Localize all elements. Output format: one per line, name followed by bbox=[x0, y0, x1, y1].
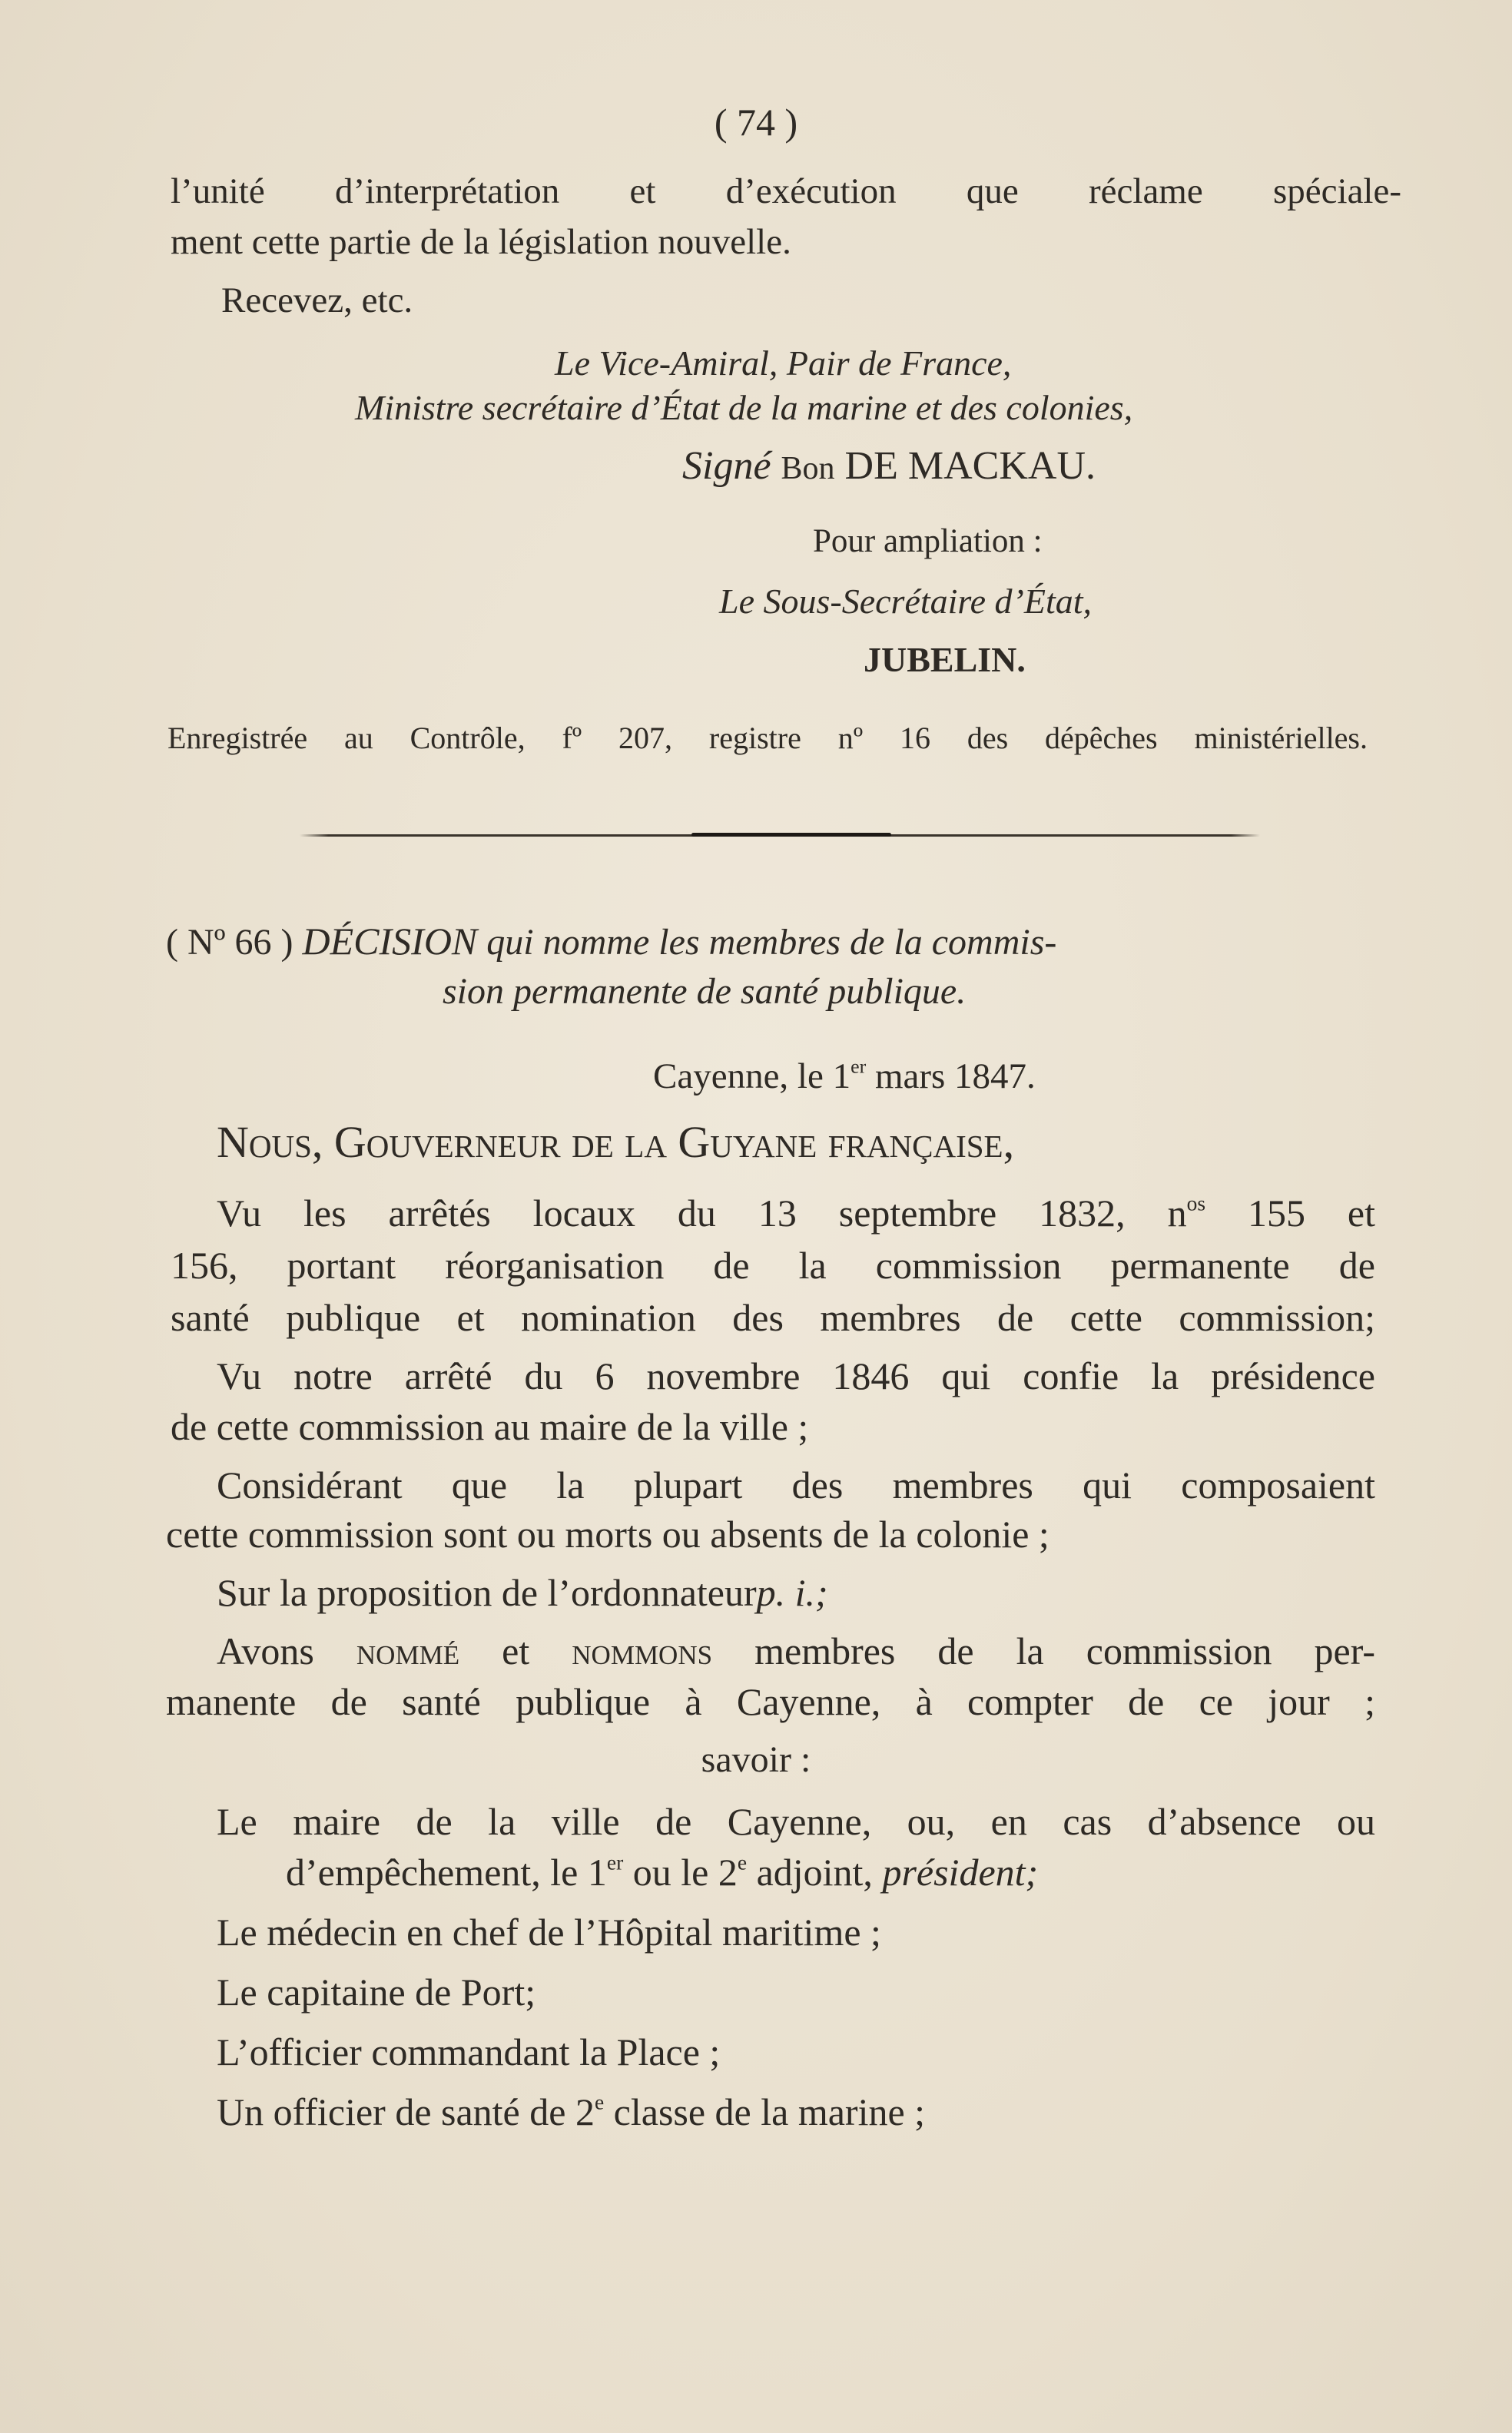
considerant-line-1: Considérant que la plupart des membres qui composaient bbox=[217, 1463, 1375, 1507]
vu2-line-1: Vu notre arrêté du 6 novembre 1846 qui confie la présidence bbox=[217, 1354, 1375, 1397]
vu1-line-1 bbox=[217, 1189, 1375, 1237]
intro-line-1: l’unité d’interprétation et d’exécution que réclame spéciale- bbox=[171, 171, 1401, 211]
avons-text-a: Avons bbox=[217, 1629, 356, 1672]
m1-text-c: adjoint, bbox=[747, 1851, 883, 1894]
avons-nommons: nommons bbox=[572, 1629, 713, 1672]
date-sup: er bbox=[850, 1055, 867, 1078]
m1-sup-1: er bbox=[606, 1850, 624, 1874]
sur-proposition-line bbox=[217, 1569, 828, 1616]
member-1-line-2 bbox=[286, 1848, 1038, 1896]
recevez-line: Recevez, etc. bbox=[221, 280, 413, 320]
signe-label: Signé bbox=[682, 444, 771, 488]
vu1-text-b: 155 et bbox=[1205, 1192, 1375, 1235]
m1-president: président; bbox=[882, 1851, 1039, 1894]
decision-title-rest: qui nomme les membres de la commis- bbox=[486, 922, 1057, 963]
avons-line-2: manente de santé publique à Cayenne, à compter de ce jour ; bbox=[166, 1680, 1375, 1723]
page-number: ( 74 ) bbox=[714, 101, 798, 144]
avons-line-1 bbox=[217, 1627, 1375, 1675]
m1-text-b: ou le 2 bbox=[623, 1851, 738, 1894]
intro-line-2: ment cette partie de la législation nouvelle. bbox=[171, 222, 791, 262]
decision-date bbox=[653, 1052, 1036, 1100]
m5-sup: e bbox=[594, 2090, 605, 2114]
m1-sup-2: e bbox=[737, 1850, 748, 1874]
m1-text-a: d’empêchement, le 1 bbox=[286, 1851, 607, 1894]
vu1-line-3: santé publique et nomination des membres de cette commission; bbox=[171, 1296, 1375, 1339]
decision-heading-line-2: sion permanente de santé publique. bbox=[443, 971, 967, 1012]
m5-text-b: classe de la marine ; bbox=[604, 2090, 926, 2133]
date-suffix: mars 1847. bbox=[866, 1056, 1036, 1096]
vu1-sup: os bbox=[1186, 1191, 1206, 1215]
member-1-line-1: Le maire de la ville de Cayenne, ou, en cas d’absence ou bbox=[217, 1800, 1375, 1843]
signature-line-2: Ministre secrétaire d’État de la marine et des colonies, bbox=[355, 388, 1133, 427]
m5-text-a: Un officier de santé de 2 bbox=[217, 2090, 595, 2133]
sur-ital: p. i.; bbox=[756, 1571, 828, 1614]
signature-line-1: Le Vice-Amiral, Pair de France, bbox=[555, 343, 1012, 383]
ampliation-line: Pour ampliation : bbox=[813, 523, 1043, 559]
baron-abbrev: Bon bbox=[781, 451, 835, 486]
decision-number: ( Nº 66 ) bbox=[166, 922, 293, 963]
vu2-line-2: de cette commission au maire de la ville ; bbox=[171, 1405, 809, 1448]
date-prefix: Cayenne, le 1 bbox=[653, 1056, 851, 1096]
minister-name: DE MACKAU. bbox=[844, 444, 1096, 488]
avons-nomme: nommé bbox=[356, 1629, 460, 1672]
decision-title-word: DÉCISION bbox=[302, 920, 478, 963]
member-4-line: L’officier commandant la Place ; bbox=[217, 2030, 721, 2073]
savoir-line: savoir : bbox=[701, 1739, 811, 1780]
sous-secretaire-line: Le Sous-Secrétaire d’État, bbox=[719, 582, 1093, 621]
member-2-line: Le médecin en chef de l’Hôpital maritime ; bbox=[217, 1911, 881, 1954]
decision-heading-line-1 bbox=[166, 917, 1056, 966]
sur-text: Sur la proposition de l’ordonnateur bbox=[217, 1571, 757, 1614]
member-5-line bbox=[217, 2088, 925, 2136]
vu1-line-2: 156, portant réorganisation de la commission permanente de bbox=[171, 1244, 1375, 1287]
avons-text-b: et bbox=[459, 1629, 572, 1672]
avons-text-c: membres de la commission per- bbox=[712, 1629, 1375, 1672]
separator-rule-center bbox=[691, 833, 891, 837]
vu1-text-a: Vu les arrêtés locaux du 13 septembre 1832, n bbox=[217, 1192, 1187, 1235]
jubelin-line: JUBELIN. bbox=[864, 640, 1026, 679]
signature-name-line bbox=[682, 443, 1096, 492]
considerant-line-2: cette commission sont ou morts ou absents de la colonie ; bbox=[166, 1513, 1049, 1556]
gouverneur-line bbox=[217, 1119, 1014, 1166]
member-3-line: Le capitaine de Port; bbox=[217, 1971, 536, 2014]
registration-line: Enregistrée au Contrôle, fº 207, registre nº 16 des dépêches ministérielles. bbox=[167, 721, 1368, 755]
gouverneur-text: Nous, Gouverneur de la Guyane française, bbox=[217, 1117, 1015, 1167]
